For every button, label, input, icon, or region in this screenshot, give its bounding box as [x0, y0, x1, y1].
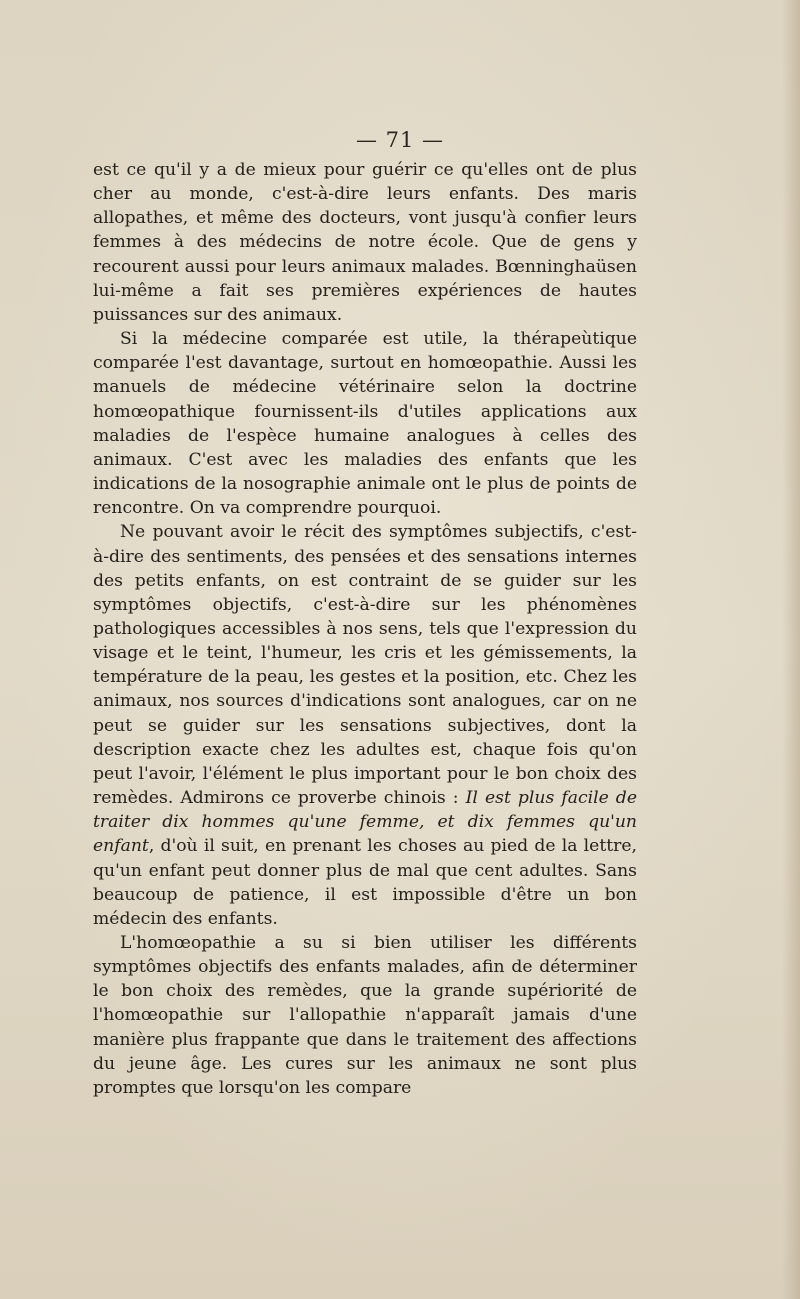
page-number: — 71 — — [355, 128, 445, 152]
chinese-proverb-italic: Il est plus facile de traiter dix hommes qu'une femme, et dix femmes qu'un enfant — [93, 788, 637, 857]
paragraph-3-text-after: , d'où il suit, en prenant les choses au pied de la lettre, qu'un enfant peut donner plus de mal que cent adultes. Sans beaucoup de patience, il est impossible d'être un bon médecin des enfants. — [93, 836, 637, 929]
paragraph-2: Si la médecine comparée est utile, la thérapeùtique comparée l'est davantage, surtout en homœopathie. Aussi les manuels de médecine vétérinaire selon la doctrine homœopathique fournissent-ils d'utiles applications aux maladies de l'espèce humaine analogues à celles des animaux. C'est avec les maladies des enfants que les indications de la nosographie animale ont le plus de points de rencontre. On va comprendre pourquoi. — [93, 329, 637, 519]
body-text — [93, 158, 637, 1100]
paragraph-3-text-before: Ne pouvant avoir le récit des symptômes subjectifs, c'est-à-dire des sentiments, des pensées et des sensations internes des petits enfants, on est contraint de se guider sur les symptômes objectifs, c'est-à-dire sur les phénomènes pathologiques accessibles à nos sens, tels que l'expression du visage et le teint, l'humeur, les cris et les gémissements, la température de la peau, les gestes et la position, etc. Chez les animaux, nos sources d'indications sont analogues, car on ne peut se guider sur les sensations subjectives, dont la description exacte chez les adultes est, chaque fois qu'on peut l'avoir, l'élément le plus important pour le bon choix des remèdes. Admirons ce proverbe chinois : — [93, 522, 637, 809]
paragraph-4: L'homœopathie a su si bien utiliser les différents symptômes objectifs des enfants malades, afin de déterminer le bon choix des remèdes, que la grande supériorité de l'homœopathie sur l'allopathie n'apparaît jamais d'une manière plus frappante que dans le traitement des affections du jeune âge. Les cures sur les animaux ne sont plus promptes que lorsqu'on les compare — [93, 933, 637, 1098]
page-edge-shadow — [782, 0, 800, 1299]
paragraph-3 — [93, 520, 637, 931]
paragraph-1: est ce qu'il y a de mieux pour guérir ce qu'elles ont de plus cher au monde, c'est-à-dire leurs enfants. Des maris allopathes, et même des docteurs, vont jusqu'à confier leurs femmes à des médecins de notre école. Que de gens y recourent aussi pour leurs animaux malades. Bœnninghaüsen lui-même a fait ses premières expériences de hautes puissances sur des animaux. — [93, 160, 637, 325]
